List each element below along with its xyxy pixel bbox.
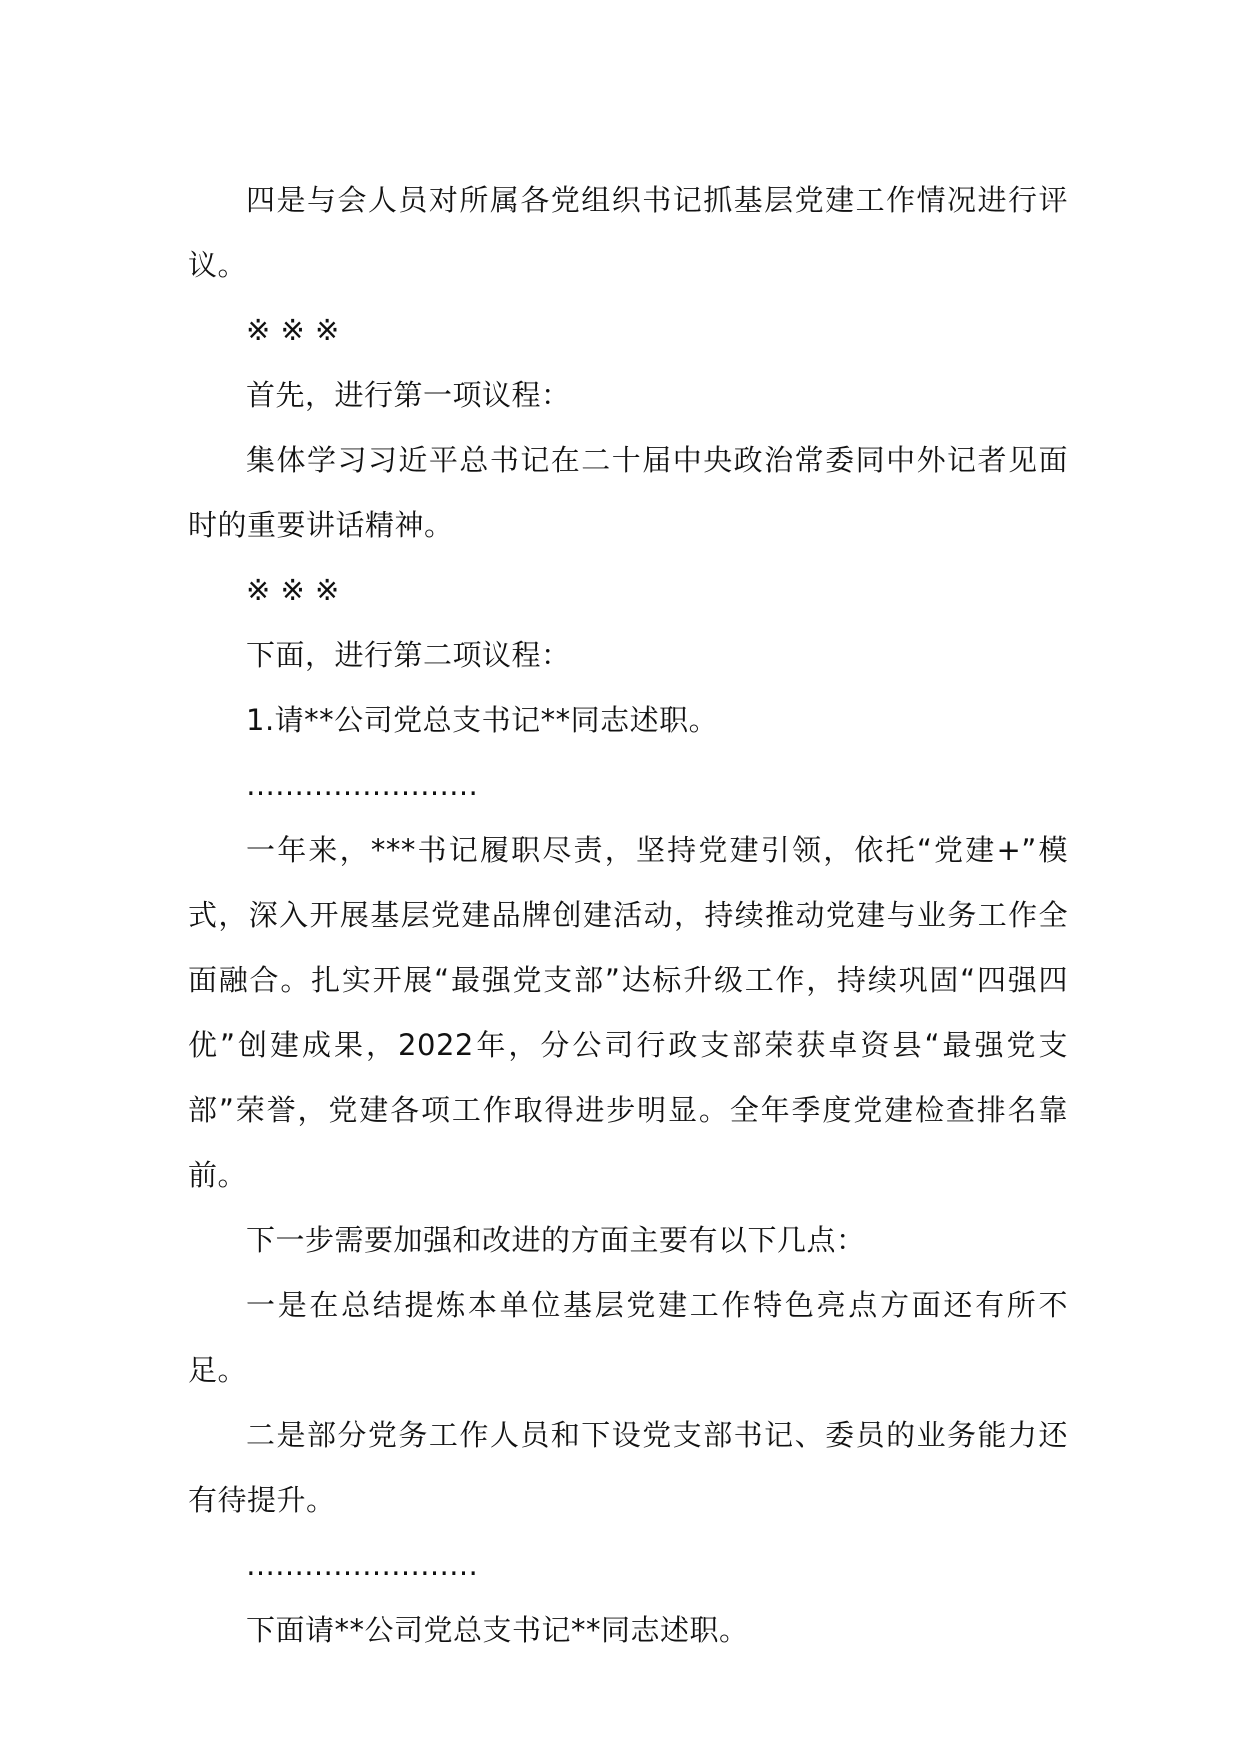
document-page xyxy=(188,168,1068,1663)
paragraph-improvements-intro: 下一步需要加强和改进的方面主要有以下几点： xyxy=(246,1223,866,1257)
paragraph-improvement-two: 二是部分党务工作人员和下设党支部书记、委员的业务能力还有待提升。 xyxy=(188,1418,1068,1517)
paragraph-study: 集体学习习近平总书记在二十届中央政治常委同中外记者见面时的重要讲话精神。 xyxy=(188,443,1068,542)
paragraph-review: 四是与会人员对所属各党组织书记抓基层党建工作情况进行评议。 xyxy=(188,183,1068,282)
ellipsis-line: …………………… xyxy=(246,1548,478,1582)
paragraph-next-report: 下面请**公司党总支书记**同志述职。 xyxy=(246,1613,749,1647)
paragraph-agenda-one: 首先，进行第一项议程： xyxy=(246,378,571,412)
ellipsis-line: …………………… xyxy=(246,768,478,802)
paragraph-year-review: 一年来，***书记履职尽责，坚持党建引领，依托“党建+”模式，深入开展基层党建品牌创建活动，持续推动党建与业务工作全面融合。扎实开展“最强党支部”达标升级工作，持续巩固“四强四优”创建成果，2022年，分公司行政支部荣获卓资县“最强党支部”荣誉，党建各项工作取得进步明显。全年季度党建检查排名靠前。 xyxy=(188,833,1068,1192)
paragraph-agenda-two: 下面，进行第二项议程： xyxy=(246,638,571,672)
paragraph-improvement-one: 一是在总结提炼本单位基层党建工作特色亮点方面还有所不足。 xyxy=(188,1288,1068,1387)
section-separator: ※ ※ ※ xyxy=(246,573,340,607)
paragraph-report-request: 1.请**公司党总支书记**同志述职。 xyxy=(246,703,719,737)
section-separator: ※ ※ ※ xyxy=(246,313,340,347)
